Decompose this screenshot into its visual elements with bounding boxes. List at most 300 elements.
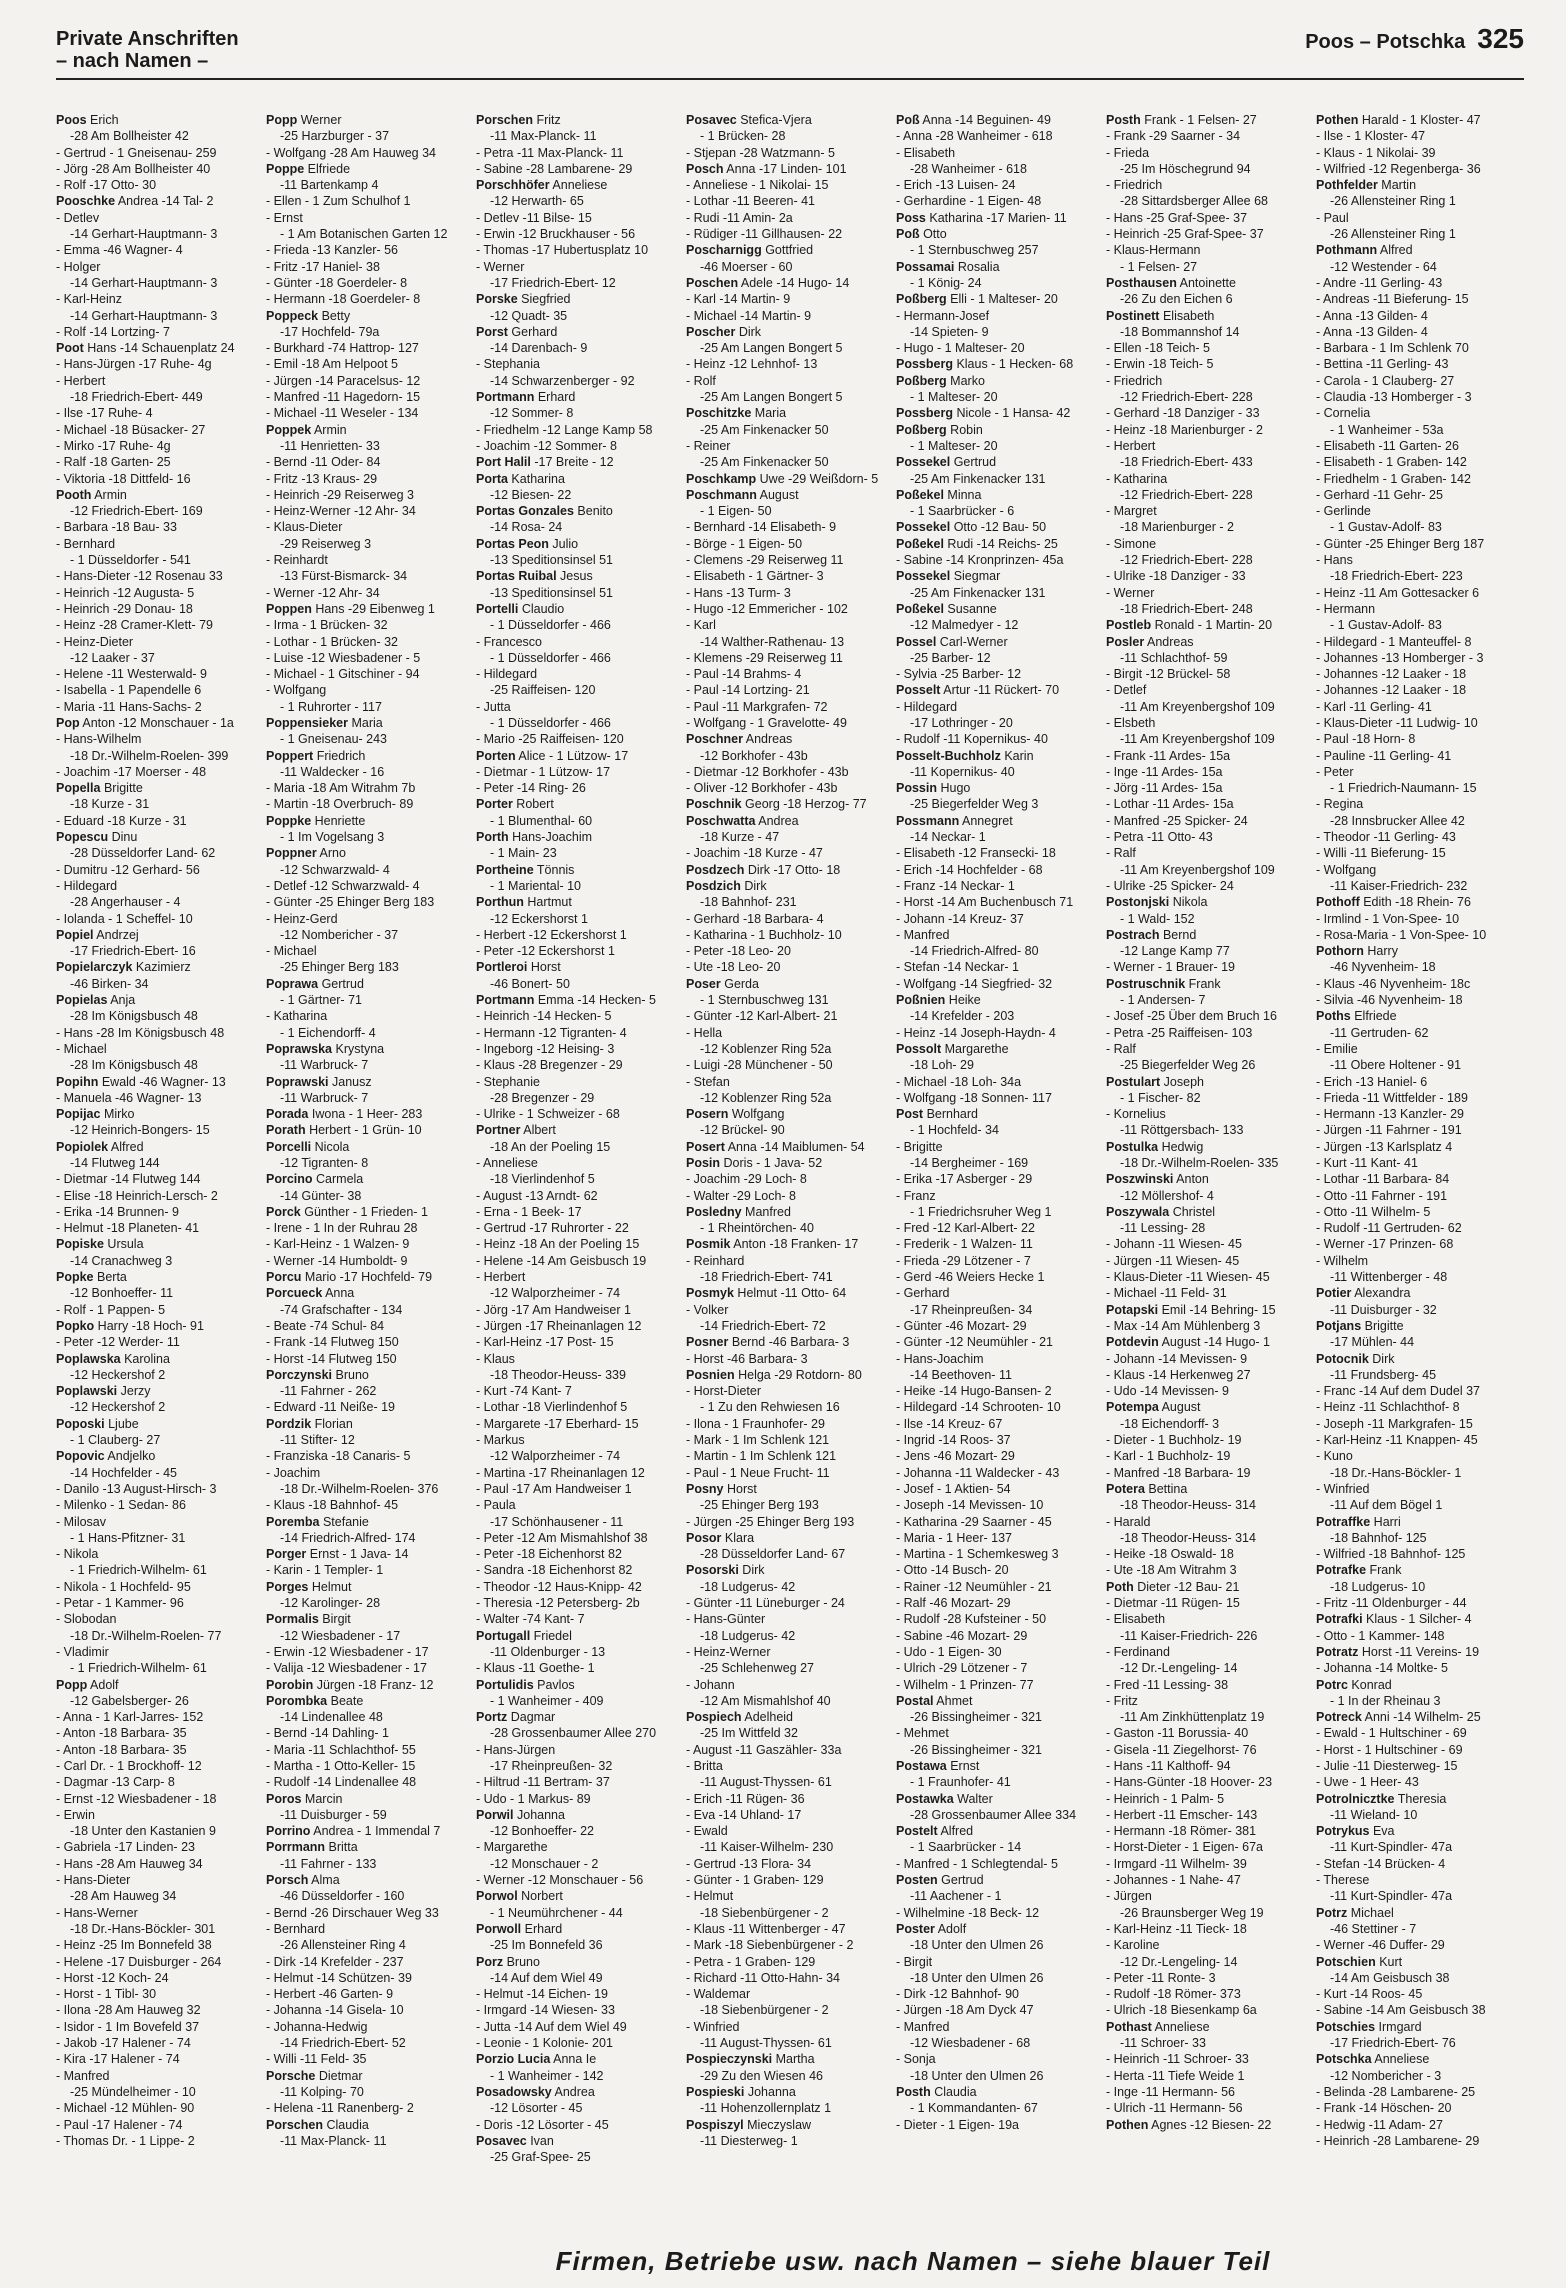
directory-entry-line <box>896 1025 1104 1041</box>
directory-entry-line <box>476 2117 684 2133</box>
directory-entry-line <box>1106 699 1314 715</box>
entry-text: Gerda <box>720 976 759 991</box>
entry-text: - Karl-Heinz - 1 Walzen- 9 <box>266 1237 410 1252</box>
surname: Porthun <box>476 895 524 910</box>
entry-text: - Günter -12 Neumühler - 21 <box>896 1335 1054 1350</box>
directory-entry-line <box>1316 128 1524 144</box>
entry-text: - Erwin -18 Teich- 5 <box>1106 357 1214 372</box>
entry-text: -28 Grossenbaumer Allee 334 <box>910 1807 1077 1822</box>
directory-entry-line <box>686 682 894 698</box>
directory-column-3 <box>476 112 684 2242</box>
entry-text: Hans -29 Eibenweg 1 <box>311 601 435 616</box>
surname: Potdevin <box>1106 1335 1159 1350</box>
entry-text: - Klaus <box>476 1351 515 1366</box>
entry-text: -28 Im Königsbusch 48 <box>70 1009 198 1024</box>
entry-text: -18 Loh- 29 <box>910 1058 974 1073</box>
entry-text: Andrea <box>755 813 799 828</box>
directory-entry-line <box>266 1269 474 1285</box>
entry-text: - Franc -14 Auf dem Dudel 37 <box>1316 1384 1480 1399</box>
directory-entry-line <box>896 308 1104 324</box>
entry-text: - Maria -11 Hans-Sachs- 2 <box>56 699 202 714</box>
entry-text: - Börge - 1 Eigen- 50 <box>686 536 803 551</box>
entry-text: Karin <box>1000 748 1034 763</box>
directory-entry-line <box>1316 503 1524 519</box>
entry-text: Dirk <box>735 324 762 339</box>
entry-text: - Silvia -46 Nyvenheim- 18 <box>1316 993 1463 1008</box>
directory-entry-line <box>1316 2051 1524 2067</box>
entry-text: - Dirk -14 Krefelder - 237 <box>266 1954 404 1969</box>
entry-text: -28 Düsseldorfer Land- 62 <box>70 846 216 861</box>
directory-entry-line <box>1316 878 1524 894</box>
directory-entry-line <box>1106 2051 1314 2067</box>
directory-entry-line <box>56 845 264 861</box>
directory-entry-line <box>686 1383 894 1399</box>
entry-text: - Wilfried -12 Regenberga- 36 <box>1316 161 1481 176</box>
entry-text: - Mark - 1 Im Schlenk 121 <box>686 1433 830 1448</box>
directory-entry-line <box>1106 226 1314 242</box>
entry-text: - Waldemar <box>686 1987 751 2002</box>
directory-entry-line <box>56 1921 264 1937</box>
directory-entry-line <box>476 1025 684 1041</box>
directory-entry-line <box>476 976 684 992</box>
surname: Poprawa <box>266 976 319 991</box>
directory-entry-line <box>1106 1025 1314 1041</box>
surname: Post <box>896 1107 924 1122</box>
directory-entry-line <box>1106 1236 1314 1252</box>
surname: Porske <box>476 292 518 307</box>
entry-text: - Heinz -12 Lehnhof- 13 <box>686 357 818 372</box>
entry-text: -11 Bartenkamp 4 <box>280 178 379 193</box>
directory-entry-line <box>1106 764 1314 780</box>
entry-text: - Milenko - 1 Sedan- 86 <box>56 1498 186 1513</box>
entry-text: - Heinrich -12 Augusta- 5 <box>56 585 195 600</box>
entry-text: - Peter -12 Eckershorst 1 <box>476 944 615 959</box>
entry-text: - Herta -11 Tiefe Weide 1 <box>1106 2068 1245 2083</box>
directory-entry-line <box>476 145 684 161</box>
directory-entry-line <box>1316 1253 1524 1269</box>
entry-text: -14 Schwarzenberger - 92 <box>490 373 635 388</box>
directory-entry-line <box>266 1530 474 1546</box>
entry-text: Dinu <box>108 830 138 845</box>
directory-entry-line <box>1316 324 1524 340</box>
entry-text: - Isidor - 1 Im Bovefeld 37 <box>56 2019 200 2034</box>
directory-entry-line <box>686 471 894 487</box>
entry-text: - Uwe - 1 Heer- 43 <box>1316 1775 1419 1790</box>
entry-text: Konrad <box>1347 1677 1392 1692</box>
directory-entry-line <box>1106 1514 1314 1530</box>
entry-text: - Ilona - 1 Fraunhofer- 29 <box>686 1416 825 1431</box>
entry-text: Adolf <box>934 1921 967 1936</box>
directory-entry-line <box>686 796 894 812</box>
entry-text: - 1 Am Botanischen Garten 12 <box>280 227 448 242</box>
surname: Poszwinski <box>1106 1172 1174 1187</box>
entry-text: - Paul -14 Lortzing- 21 <box>686 683 810 698</box>
directory-entry-line <box>896 1302 1104 1318</box>
entry-text: - Dietmar -11 Rügen- 15 <box>1106 1596 1240 1611</box>
directory-entry-line <box>476 259 684 275</box>
directory-entry-line <box>1106 1725 1314 1741</box>
entry-text: -17 Friedrich-Ebert- 16 <box>70 944 196 959</box>
directory-entry-line <box>266 1709 474 1725</box>
surname: Poschwatta <box>686 813 756 828</box>
directory-entry-line <box>56 1677 264 1693</box>
directory-entry-line <box>476 1302 684 1318</box>
entry-text: - Hans-Günter <box>686 1612 766 1627</box>
entry-text: - Günter -25 Ehinger Berg 187 <box>1316 536 1485 551</box>
directory-entry-line <box>1106 568 1314 584</box>
entry-text: -18 Friedrich-Ebert- 433 <box>1120 455 1253 470</box>
entry-text: Anna -14 Maiblumen- 54 <box>724 1139 865 1154</box>
directory-entry-line <box>1106 552 1314 568</box>
entry-text: - Stefan -14 Neckar- 1 <box>896 960 1019 975</box>
entry-text: Carmela <box>312 1172 364 1187</box>
directory-entry-line <box>686 552 894 568</box>
surname: Porcelli <box>266 1139 312 1154</box>
directory-entry-line <box>1316 1448 1524 1464</box>
directory-entry-line <box>1106 585 1314 601</box>
directory-entry-line <box>1106 748 1314 764</box>
entry-text: - Erich -13 Luisen- 24 <box>896 178 1016 193</box>
entry-text: Anton -18 Franken- 17 <box>730 1237 859 1252</box>
directory-entry-line <box>266 177 474 193</box>
directory-entry-line <box>266 1351 474 1367</box>
directory-entry-line <box>476 601 684 617</box>
surname: Poppert <box>266 748 314 763</box>
directory-entry-line <box>266 422 474 438</box>
entry-text: Dirk -17 Otto- 18 <box>744 862 841 877</box>
directory-entry-line <box>896 1644 1104 1660</box>
directory-entry-line <box>1106 2117 1314 2133</box>
entry-text: - Hans <box>1316 553 1353 568</box>
directory-entry-line <box>266 845 474 861</box>
directory-entry-line <box>56 992 264 1008</box>
directory-entry-line <box>56 682 264 698</box>
directory-entry-line <box>476 422 684 438</box>
entry-text: -17 Friedrich-Ebert- 12 <box>490 275 616 290</box>
entry-text: - Johann <box>686 1677 735 1692</box>
directory-entry-line <box>896 1921 1104 1937</box>
entry-text: - Julie -11 Diesterweg- 15 <box>1316 1758 1458 1773</box>
entry-text: - Johann -11 Wiesen- 45 <box>1106 1237 1242 1252</box>
entry-text: - Elisabeth -11 Garten- 26 <box>1316 438 1459 453</box>
directory-entry-line <box>266 1171 474 1187</box>
directory-entry-line <box>266 340 474 356</box>
entry-text: - Hermann-Josef <box>896 308 990 323</box>
entry-text: - Fred -12 Karl-Albert- 22 <box>896 1221 1035 1236</box>
directory-entry-line <box>476 1074 684 1090</box>
directory-entry-line <box>476 1220 684 1236</box>
directory-entry-line <box>1316 1465 1524 1481</box>
entry-text: - Brigitte <box>896 1139 943 1154</box>
entry-text: Edith -18 Rhein- 76 <box>1359 895 1471 910</box>
directory-entry-line <box>266 992 474 1008</box>
directory-entry-line <box>56 2035 264 2051</box>
directory-entry-line <box>476 1514 684 1530</box>
directory-entry-line <box>896 471 1104 487</box>
entry-text: - Hans -28 Am Hauweg 34 <box>56 1856 203 1871</box>
entry-text: - Jürgen -25 Ehinger Berg 193 <box>686 1514 855 1529</box>
surname: Poppeck <box>266 308 319 323</box>
entry-text: -12 Walporzheimer - 74 <box>490 1449 621 1464</box>
entry-text: - Ulrich -11 Hermann- 56 <box>1106 2101 1243 2116</box>
directory-entry-line <box>476 1285 684 1301</box>
entry-text: -26 Allensteiner Ring 4 <box>280 1938 406 1953</box>
directory-entry-line <box>1316 226 1524 242</box>
entry-text: - Wolfgang <box>266 683 327 698</box>
entry-text: Anton -12 Monschauer - 1a <box>79 715 234 730</box>
entry-text: - 1 Zu den Rehwiesen 16 <box>700 1400 840 1415</box>
entry-text: - Michael <box>266 944 317 959</box>
entry-text: - Paul <box>1316 210 1349 225</box>
directory-entry-line <box>266 1008 474 1024</box>
entry-text: - Heinz -25 Im Bonnefeld 38 <box>56 1938 212 1953</box>
directory-entry-line <box>896 1905 1104 1921</box>
entry-text: Dieter -12 Bau- 21 <box>1133 1579 1240 1594</box>
surname: Portas Ruibal <box>476 569 557 584</box>
entry-text: -11 Frundsberg- 45 <box>1330 1367 1437 1382</box>
directory-entry-line <box>56 1774 264 1790</box>
directory-entry-line <box>266 601 474 617</box>
entry-text: - Günter -46 Mozart- 29 <box>896 1318 1027 1333</box>
entry-text: -11 Am Zinkhüttenplatz 19 <box>1120 1710 1265 1725</box>
entry-text: -14 Friedrich-Ebert- 52 <box>280 2036 406 2051</box>
entry-text: - Herbert -11 Emscher- 143 <box>1106 1807 1258 1822</box>
directory-entry-line <box>1106 1872 1314 1888</box>
directory-entry-line <box>476 471 684 487</box>
surname: Popko <box>56 1318 95 1333</box>
entry-text: Katharina <box>507 471 565 486</box>
entry-text: - Gertrud -17 Ruhrorter - 22 <box>476 1221 629 1236</box>
directory-entry-line <box>1316 1155 1524 1171</box>
directory-entry-line <box>266 568 474 584</box>
directory-entry-line <box>266 275 474 291</box>
entry-text: -14 Gerhart-Hauptmann- 3 <box>70 275 218 290</box>
entry-text: - Johannes - 1 Nahe- 47 <box>1106 1873 1241 1888</box>
surname: Poss <box>896 210 926 225</box>
directory-entry-line <box>476 1106 684 1122</box>
directory-entry-line <box>896 682 1104 698</box>
directory-entry-line <box>1316 373 1524 389</box>
directory-entry-line <box>1106 1367 1314 1383</box>
directory-entry-line <box>1316 2035 1524 2051</box>
directory-entry-line <box>686 2002 894 2018</box>
surname: Pospiszyl <box>686 2117 744 2132</box>
entry-text: - Horst -14 Flutweg 150 <box>266 1351 397 1366</box>
directory-entry-line <box>1316 1285 1524 1301</box>
entry-text: - Werner <box>476 259 525 274</box>
directory-entry-line <box>1106 112 1314 128</box>
surname: Posth <box>1106 113 1141 127</box>
directory-entry-line <box>56 373 264 389</box>
surname: Poschkamp <box>686 471 757 486</box>
directory-entry-line <box>686 1530 894 1546</box>
directory-entry-line <box>686 422 894 438</box>
entry-text: - Werner -12 Monschauer - 56 <box>476 1873 644 1888</box>
directory-entry-line <box>896 1041 1104 1057</box>
entry-text: -14 Auf dem Wiel 49 <box>490 1970 603 1985</box>
directory-entry-line <box>1316 145 1524 161</box>
directory-entry-line <box>1106 1041 1314 1057</box>
surname: Potschka <box>1316 2052 1372 2067</box>
directory-entry-line <box>896 617 1104 633</box>
directory-entry-line <box>1316 454 1524 470</box>
directory-entry-line <box>56 959 264 975</box>
entry-text: Bruno <box>503 1954 540 1969</box>
directory-entry-line <box>1316 291 1524 307</box>
directory-entry-line <box>266 454 474 470</box>
directory-entry-line <box>896 1090 1104 1106</box>
directory-entry-line <box>896 1986 1104 2002</box>
entry-text: Benito <box>573 504 613 519</box>
directory-entry-line <box>1106 1839 1314 1855</box>
entry-text: -18 Siebenbürgener - 2 <box>700 1905 829 1920</box>
entry-text: - Johanna -14 Gisela- 10 <box>266 2003 404 2018</box>
entry-text: - Hildegard <box>896 699 958 714</box>
directory-entry-line <box>896 487 1104 503</box>
surname: Porada <box>266 1107 309 1122</box>
entry-text: Johanna <box>513 1807 565 1822</box>
entry-text: - Hildegard -14 Schrooten- 10 <box>896 1400 1061 1415</box>
directory-entry-line <box>56 1008 264 1024</box>
directory-entry-line <box>896 1709 1104 1725</box>
directory-entry-line <box>476 1448 684 1464</box>
entry-text: - Emilie <box>1316 1041 1358 1056</box>
entry-text: Jürgen -18 Franz- 12 <box>313 1677 434 1692</box>
surname: Potera <box>1106 1481 1145 1496</box>
entry-text: - Iolanda - 1 Scheffel- 10 <box>56 911 193 926</box>
entry-text: Betty <box>318 308 351 323</box>
surname: Poßekel <box>896 487 944 502</box>
directory-entry-line <box>1106 666 1314 682</box>
directory-entry-line <box>1106 1204 1314 1220</box>
directory-column-2 <box>266 112 474 2242</box>
entry-text: -18 Kurze - 47 <box>700 830 780 845</box>
entry-text: - Joachim -12 Sommer- 8 <box>476 438 618 453</box>
entry-text: Klaus - 1 Silcher- 4 <box>1362 1612 1472 1627</box>
entry-text: Alexandra <box>1351 1286 1411 1301</box>
directory-entry-line <box>56 1758 264 1774</box>
directory-entry-line <box>476 748 684 764</box>
directory-entry-line <box>1106 976 1314 992</box>
directory-entry-line <box>476 1872 684 1888</box>
entry-text: - Bernd -26 Dirschauer Weg 33 <box>266 1905 439 1920</box>
entry-text: - Petra -11 Max-Planck- 11 <box>476 145 624 160</box>
entry-text: Karolina <box>120 1351 170 1366</box>
entry-text: - Ulrike -25 Spicker- 24 <box>1106 878 1234 893</box>
entry-text: - Hans-Günter -18 Hoover- 23 <box>1106 1775 1273 1790</box>
entry-text: - Klemens -29 Reiserweg 11 <box>686 650 843 665</box>
directory-entry-line <box>896 1106 1104 1122</box>
surname: Porta <box>476 471 508 486</box>
directory-entry-line <box>56 1986 264 2002</box>
entry-text: - Gerhardine - 1 Eigen- 48 <box>896 194 1042 209</box>
entry-text: -18 Unter den Ulmen 26 <box>910 2068 1044 2083</box>
entry-text: - Andreas -11 Bieferung- 15 <box>1316 292 1469 307</box>
entry-text: Helmut <box>308 1579 352 1594</box>
surname: Postonjski <box>1106 895 1170 910</box>
directory-entry-line <box>1316 259 1524 275</box>
directory-entry-line <box>1106 340 1314 356</box>
directory-entry-line <box>56 471 264 487</box>
directory-entry-line <box>1316 1399 1524 1415</box>
directory-entry-line <box>686 2133 894 2149</box>
surname: Potrykus <box>1316 1824 1370 1839</box>
entry-text: - Martina -17 Rheinanlagen 12 <box>476 1465 645 1480</box>
entry-text: - Elsbeth <box>1106 715 1156 730</box>
entry-text: - Detlef <box>1106 683 1147 698</box>
entry-text: Alfred <box>1377 243 1413 258</box>
entry-text: - Stephanie <box>476 1074 540 1089</box>
directory-entry-line <box>56 1693 264 1709</box>
entry-text: - Joseph -14 Mevissen- 10 <box>896 1498 1044 1513</box>
entry-text: Pavlos <box>533 1677 575 1692</box>
directory-entry-line <box>266 927 474 943</box>
entry-text: - Petra - 1 Graben- 129 <box>686 1954 816 1969</box>
directory-entry-line <box>1316 1351 1524 1367</box>
directory-entry-line <box>686 992 894 1008</box>
directory-entry-line <box>266 1856 474 1872</box>
directory-entry-line <box>1106 373 1314 389</box>
entry-text: -28 Sittardsberger Allee 68 <box>1120 194 1269 209</box>
entry-text: - Peter -14 Ring- 26 <box>476 781 586 796</box>
entry-text: - Birgit -12 Brückel- 58 <box>1106 667 1231 682</box>
entry-text: -11 Schroer- 33 <box>1120 2036 1206 2051</box>
surname: Porobin <box>266 1677 314 1692</box>
entry-text: - Elisabeth -12 Fransecki- 18 <box>896 846 1056 861</box>
entry-text: -11 Gertruden- 62 <box>1330 1025 1429 1040</box>
entry-text: -11 Duisburger - 59 <box>280 1807 387 1822</box>
directory-entry-line <box>896 1057 1104 1073</box>
page-footer <box>0 2246 1566 2277</box>
entry-text: -14 Gerhart-Hauptmann- 3 <box>70 308 218 323</box>
directory-entry-line <box>56 601 264 617</box>
directory-entry-line <box>1106 1546 1314 1562</box>
entry-text: - 1 Blumenthal- 60 <box>490 813 593 828</box>
directory-entry-line <box>1106 1774 1314 1790</box>
entry-text: Gottfried <box>761 243 814 258</box>
directory-entry-line <box>476 438 684 454</box>
directory-entry-line <box>1106 1351 1314 1367</box>
entry-text: - Heinrich -29 Donau- 18 <box>56 601 193 616</box>
directory-entry-line <box>56 1514 264 1530</box>
directory-entry-line <box>266 1546 474 1562</box>
section-title-line2: – nach Namen – <box>56 50 209 72</box>
entry-text: -12 Eckershorst 1 <box>490 911 588 926</box>
entry-text: Dirk <box>740 878 767 893</box>
directory-entry-line <box>476 177 684 193</box>
directory-entry-line <box>896 356 1104 372</box>
surname: Possin <box>896 781 937 796</box>
entry-text: -46 Stettiner - 7 <box>1330 1921 1417 1936</box>
directory-entry-line <box>896 1677 1104 1693</box>
directory-entry-line <box>266 503 474 519</box>
directory-entry-line <box>476 796 684 812</box>
entry-text: - Wolfgang -28 Am Hauweg 34 <box>266 145 437 160</box>
directory-entry-line <box>476 226 684 242</box>
directory-entry-line <box>266 1416 474 1432</box>
directory-entry-line <box>1316 1416 1524 1432</box>
entry-text: Herbert - 1 Grün- 10 <box>305 1123 422 1138</box>
entry-text: - Werner -17 Prinzen- 68 <box>1316 1237 1454 1252</box>
directory-entry-line <box>1316 193 1524 209</box>
entry-text: - Elisabeth - 1 Gärtner- 3 <box>686 569 824 584</box>
directory-entry-line <box>266 1791 474 1807</box>
directory-entry-line <box>56 1905 264 1921</box>
entry-text: - Katharina <box>1106 471 1168 486</box>
entry-text: -28 Grossenbaumer Allee 270 <box>490 1726 657 1741</box>
directory-entry-line <box>1316 943 1524 959</box>
entry-text: Klaus - 1 Hecken- 68 <box>952 357 1074 372</box>
